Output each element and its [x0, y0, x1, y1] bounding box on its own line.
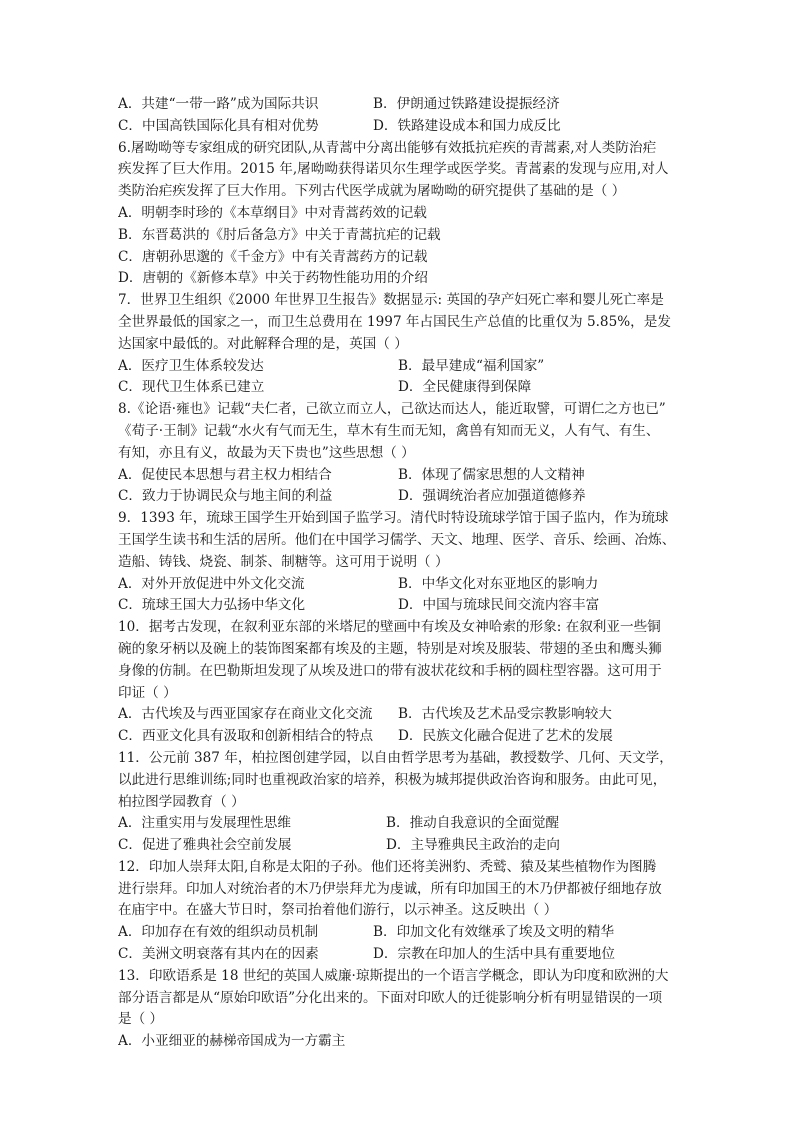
q11-stem-line: 柏拉图学园教育（ ）: [118, 793, 245, 810]
q11-stem-line: 11．公元前 387 年，柏拉图创建学园，以自由哲学思考为基础，教授数学、几何、天文学，: [118, 749, 673, 766]
q12-option-a: A．印加存在有效的组织动员机制: [118, 924, 319, 941]
q9-options-row-1: [118, 574, 678, 596]
q10-options-row-2: [118, 726, 678, 748]
q10-stem-line: 印证（ ）: [118, 684, 177, 701]
q8-stem-line: 8.《论语·雍也》记载“夫仁者，己欲立而立人，己欲达而达人，能近取譬，可谓仁之方也已”: [118, 401, 666, 418]
q8-stem-line: 有知，亦且有义，故最为天下贵也”这些思想（ ）: [118, 444, 415, 461]
q12-stem-line: 进行崇拜。印加人对统治者的木乃伊崇拜尤为虔诚，所有印加国王的木乃伊都被仔细地存放: [118, 880, 662, 897]
q11-options-row-1: [118, 813, 678, 835]
q5-option-b: B．伊朗通过铁路建设提振经济: [373, 96, 560, 112]
q11-option-b: B．推动自我意识的全面觉醒: [386, 815, 560, 832]
q9-options-row-2: [118, 595, 678, 617]
q9-stem-line: 9．1393 年，琉球王国学生开始到国子监学习。清代时特设琉球学馆于国子监内，作为琉球: [118, 510, 669, 527]
q6-stem-line: 疾发挥了巨大作用。2015 年,屠呦呦获得诺贝尔生理学或医学奖。青蒿素的发现与应用,对人: [118, 161, 669, 178]
q10-stem-line: 身像的仿制。在巴勒斯坦发现了从埃及进口的带有波状花纹和手柄的圆柱型容器。这可用于: [118, 662, 662, 679]
q13-stem-line: 13．印欧语系是 18 世纪的英国人威廉·琼斯提出的一个语言学概念，即认为印度和欧洲的大: [118, 967, 669, 984]
q5-option-d: D．铁路建设成本和国力成反比: [373, 117, 561, 134]
q13-stem-line: 部分语言都是从“原始印欧语”分化出来的。下面对印欧人的迁徙影响分析有明显错误的一项: [118, 989, 663, 1006]
q7-options-row-2: [118, 377, 678, 399]
q7-option-b: B．最早建成“福利国家”: [398, 357, 545, 374]
q12-option-d: D．宗教在印加人的生活中具有重要地位: [373, 946, 615, 963]
q6-option-d: D．唐朝的《新修本草》中关于药物性能功用的介绍: [118, 270, 428, 287]
q6-option-a: A．明朝李时珍的《本草纲目》中对青蒿药效的记载: [118, 204, 427, 221]
q9-option-d: D．中国与琉球民间交流内容丰富: [398, 597, 600, 614]
q9-option-b: B．中华文化对东亚地区的影响力: [398, 575, 599, 592]
q10-option-c: C．西亚文化具有汲取和创新相结合的特点: [118, 728, 374, 745]
q5-options-row-1: [118, 94, 678, 116]
question-8: [118, 399, 678, 508]
q13-stem-line: 是（ ）: [118, 1011, 164, 1028]
question-7: [118, 290, 678, 399]
q13-option-a: A．小亚细亚的赫梯帝国成为一方霸主: [118, 1033, 346, 1050]
q8-stem-line: 《荀子·王制》记载“水火有气而无生，草木有生而无知，禽兽有知而无义，人有气、有生、: [118, 422, 660, 439]
q8-options-row-1: [118, 465, 678, 487]
q12-stem-line: 12．印加人崇拜太阳,自称是太阳的子孙。他们还将美洲豹、秃鹫、猿及某些植物作为图腾: [118, 858, 657, 875]
q5-option-a: A．共建“一带一路”成为国际共识: [118, 96, 319, 112]
question-6: [118, 138, 678, 291]
q7-stem-line: 7．世界卫生组织《2000 年世界卫生报告》数据显示: 英国的孕产妇死亡率和婴儿死亡率是: [118, 292, 664, 309]
q8-options-row-2: [118, 486, 678, 508]
q8-option-d: D．强调统治者应加强道德修养: [398, 488, 586, 505]
q7-option-d: D．全民健康得到保障: [398, 379, 532, 396]
question-13: [118, 966, 678, 1053]
q7-stem-line: 达国家中最低的。对此解释合理的是，英国（ ）: [118, 335, 408, 352]
q9-option-c: C．琉球王国大力弘扬中华文化: [118, 597, 306, 614]
q10-option-d: D．民族文化融合促进了艺术的发展: [398, 728, 613, 745]
q7-option-a: A．医疗卫生体系较发达: [118, 357, 264, 374]
question-12: [118, 857, 678, 966]
q5-option-c: C．中国高铁国际化具有相对优势: [118, 117, 319, 134]
q10-options-row-1: [118, 704, 678, 726]
q12-options-row-1: [118, 922, 678, 944]
q5-options-row-2: [118, 116, 678, 138]
q11-option-d: D．主导雅典民主政治的走向: [386, 837, 561, 854]
q12-option-c: C．美洲文明衰落有其内在的因素: [118, 946, 319, 963]
q9-stem-line: 王国学生读书和生活的居所。他们在中国学习儒学、天文、地理、医学、音乐、绘画、冶炼、: [118, 531, 676, 548]
q12-options-row-2: [118, 944, 678, 966]
q7-options-row-1: [118, 356, 678, 378]
q7-stem-line: 全世界最低的国家之一，而卫生总费用在 1997 年占国民生产总值的比重仅为 5.85%，是发: [118, 313, 671, 330]
q10-stem-line: 10．据考古发现，在叙利亚东部的米塔尼的壁画中有埃及女神哈索的形象: 在叙利亚一些铜: [118, 619, 661, 636]
q10-option-b: B．古代埃及艺术品受宗教影响较大: [398, 706, 612, 723]
q11-option-a: A．注重实用与发展理性思维: [118, 815, 291, 832]
q10-stem-line: 碗的象牙柄以及碗上的装饰图案都有埃及的主题，特别是对埃及服装、带翅的圣虫和鹰头狮: [118, 640, 662, 657]
question-9: [118, 508, 678, 617]
q12-option-b: B．印加文化有效继承了埃及文明的精华: [373, 924, 615, 941]
q9-stem-line: 造船、铸钱、烧瓷、制茶、制糖等。这可用于说明（ ）: [118, 553, 449, 570]
q6-option-c: C．唐朝孙思邈的《千金方》中有关青蒿药方的记载: [118, 248, 428, 265]
q6-stem-line: 6.屠呦呦等专家组成的研究团队,从青蒿中分离出能够有效抵抗疟疾的青蒿素,对人类防治疟: [118, 139, 657, 156]
q8-option-b: B．体现了儒家思想的人文精神: [398, 466, 585, 483]
question-11: [118, 748, 678, 857]
q12-stem-line: 在庙宇中。在盛大节日时，祭司抬着他们游行，以示神圣。这反映出（ ）: [118, 902, 558, 919]
q10-option-a: A．古代埃及与西亚国家存在商业文化交流: [118, 706, 373, 723]
question-10: [118, 617, 678, 748]
q8-option-a: A．促使民本思想与君主权力相结合: [118, 466, 332, 483]
q6-option-b: B．东晋葛洪的《肘后备急方》中关于青蒿抗疟的记载: [118, 226, 441, 243]
q11-stem-line: 以此进行思维训练;同时也重视政治家的培养，积极为城邦提供政治咨询和服务。由此可见，: [118, 771, 667, 788]
q6-stem-line: 类防治疟疾发挥了巨大作用。下列古代医学成就为屠呦呦的研究提供了基础的是（ ）: [118, 183, 626, 200]
q9-option-a: A．对外开放促进中外文化交流: [118, 575, 305, 592]
q7-option-c: C．现代卫生体系已建立: [118, 379, 265, 396]
exam-content: [118, 94, 678, 1053]
q11-options-row-2: [118, 835, 678, 857]
q11-option-c: C．促进了雅典社会空前发展: [118, 837, 292, 854]
q8-option-c: C．致力于协调民众与地主间的利益: [118, 488, 333, 505]
